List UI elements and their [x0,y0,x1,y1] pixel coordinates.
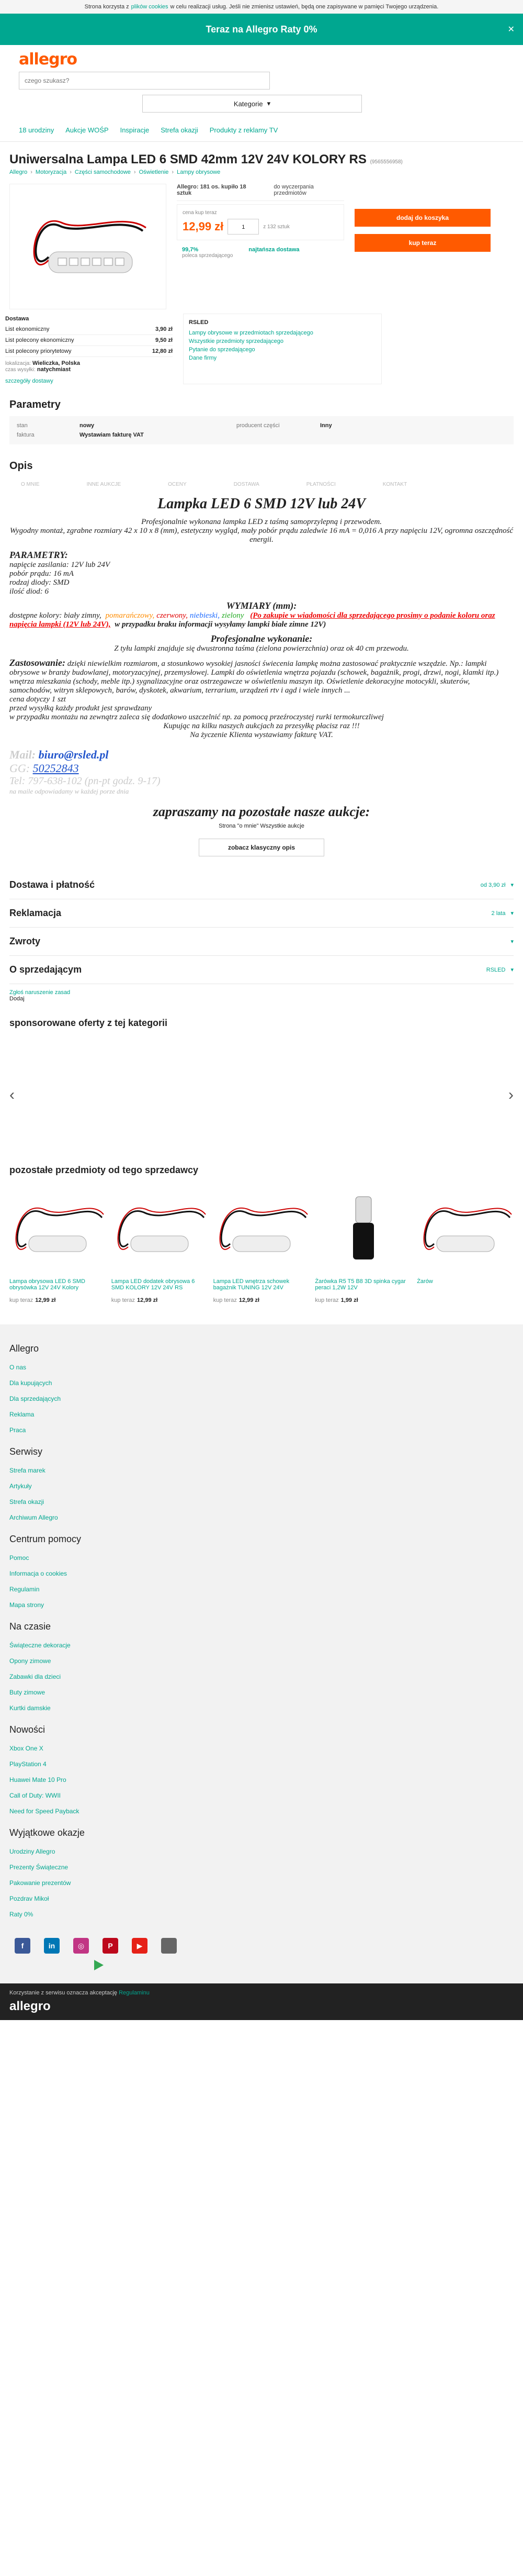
buy-actions [355,184,491,309]
breadcrumb-separator: › [172,169,174,175]
accordion-row[interactable] [9,871,514,899]
footer-link[interactable]: Huawei Mate 10 Pro [9,1776,66,1783]
other-item-price: 12,99 zł [35,1297,56,1303]
shop-links[interactable]: Strona "o mnie" Wszystkie aukcje [219,823,304,829]
accordion-row[interactable] [9,899,514,928]
other-item-price-row [417,1297,514,1303]
other-item-card[interactable] [9,1181,106,1303]
other-item-card[interactable] [111,1181,208,1303]
seller-link[interactable]: Pytanie do sprzedającego [189,347,255,353]
description [0,487,523,871]
footer-link[interactable]: Dla kupujących [9,1379,52,1387]
product-image[interactable] [9,184,166,309]
cookie-bar [0,0,523,14]
delivery-details-link[interactable]: szczegóły dostawy [5,378,53,384]
other-item-price-label: kup teraz [111,1297,135,1303]
delivery-section [0,309,523,388]
other-item-price: 12,99 zł [137,1297,158,1303]
cookie-link[interactable]: plików cookies [131,4,168,10]
nav-link[interactable]: Aukcje WOŚP [65,126,109,134]
answer-note: na maile odpowiadamy w każdej porze dnia [9,787,129,795]
description-tab[interactable]: INNE AUKCJE [86,482,121,487]
color-option: pomarańczowy, [105,611,155,620]
other-item-price: 1,99 zł [340,1297,358,1303]
add-to-cart-button[interactable]: dodaj do koszyka [355,209,491,227]
social-icons [9,1922,514,1959]
accordion-meta [492,910,514,917]
description-param: napięcie zasilania: 12V lub 24V [9,561,110,569]
color-note: (Po zakupie w wiadomości dla sprzedającego prosimy o podanie koloru oraz napięcia lampki (12V lub 24V), [9,611,495,629]
sold-info: Allegro: 181 os. kupiło 18 sztuk [177,184,246,196]
bottom-text: Korzystanie z serwisu oznacza akceptację [9,1990,118,1996]
delivery-name: List polecony ekonomiczny [5,337,74,343]
top-navigation [0,119,523,142]
params-head: PARAMETRY: [9,550,68,560]
other-item-image[interactable] [111,1181,208,1275]
footer-link[interactable]: Strefa marek [9,1467,46,1474]
footer-link[interactable]: Pozdrav Mikoł [9,1895,49,1902]
footer-group-title: Serwisy [9,1446,43,1457]
report-link[interactable]: Zgłoś naruszenie zasad [9,989,71,996]
other-item-title[interactable]: Żarów [417,1278,433,1285]
search-input[interactable] [19,72,270,90]
accordion-label: Zwroty [9,936,41,946]
description-param: pobór prądu: 16 mA [9,570,74,578]
delivery-name: List polecony priorytetowy [5,348,72,354]
parameter-value: nowy [79,422,95,429]
delivery-price: 3,90 zł [155,326,173,332]
accordion-label: Dostawa i płatność [9,879,95,890]
footer-group-title: Wyjątkowe okazje [9,1827,85,1838]
dims-head: WYMIARY (mm): [226,600,297,611]
vat-line: Na życzenie Klienta wystawiamy fakturę VAT. [190,731,333,739]
delivery-price: 9,50 zł [155,337,173,343]
shipping-time: natychmiast [37,366,71,373]
chevron-down-icon: ▾ [267,99,271,107]
linkedin-icon[interactable]: in [44,1938,60,1954]
product-info [177,184,344,309]
parameter-value: Wystawiam fakturę VAT [79,432,144,438]
other-item-title[interactable]: Lampa LED dodatek obrysowa 6 SMD KOLORY 12V 24V RS [111,1278,195,1291]
seller-rating: 99,7% [182,247,199,253]
nav-link[interactable]: 18 urodziny [19,126,54,134]
shipping-line: przed wysyłką każdy produkt jest sprawdzany [9,704,152,712]
footer [0,1324,523,1983]
footer-group-title: Allegro [9,1343,39,1354]
close-icon[interactable]: ✕ [507,25,515,34]
breadcrumb-item[interactable]: Motoryzacja [35,169,67,175]
parameters-table [9,416,514,444]
other-item-title[interactable]: Lampa obrysowa LED 6 SMD obrysówka 12V 24V Kolory [9,1278,85,1291]
breadcrumb-separator: › [133,169,136,175]
delivery-name: List ekonomiczny [5,326,50,332]
other-item-image[interactable] [9,1181,106,1275]
breadcrumb-item[interactable]: Oświetlenie [139,169,169,175]
other-items [0,1181,523,1303]
seller-link[interactable]: Wszystkie przedmioty sprzedającego [189,338,283,344]
accordion-label: O sprzedającym [9,964,82,975]
other-item-card[interactable] [315,1181,412,1303]
footer-link[interactable]: Urodziny Allegro [9,1848,55,1855]
accordion [9,871,514,984]
chevron-right-icon[interactable]: › [508,1086,514,1103]
description-p2: Wygodny montaż, zgrabne rozmiary 42 x 10 x 8 (mm), estetyczny wygląd, mały pobór prądu zaledwie 16 mA = 0,016 A przy napięciu 12V, ogromna oszczędność energii. [9,527,514,544]
footer-link[interactable]: Kurtki damskie [9,1704,51,1712]
parameter-key: stan [17,422,28,429]
delivery-price: 12,80 zł [152,348,173,354]
colors-prefix: dostępne kolory: biały zimny, [9,611,101,620]
description-p1: Profesjonalnie wykonana lampka LED z taśmą samoprzylepną i przewodem. [141,518,382,526]
chevron-down-icon: ▾ [510,967,514,973]
add-link[interactable]: Dodaj [9,996,25,1002]
other-item-image[interactable] [315,1181,412,1275]
footer-link[interactable]: Raty 0% [9,1911,33,1918]
pro-text: Z tyłu lampki znajduje się dwustronna taśma (zielona powierzchnia) oraz ok 40 cm przewodu. [114,644,409,653]
parameter-key: faktura [17,432,35,438]
footer-link[interactable]: Strefa okazji [9,1498,44,1506]
sponsored-carousel [9,1034,514,1154]
chevron-left-icon[interactable]: ‹ [9,1086,15,1103]
quantity-input[interactable]: 1 [228,219,259,235]
gg-label: GG: [9,762,30,775]
others-title: pozostałe przedmioty od tego sprzedawcy [9,1165,199,1175]
email-link[interactable]: biuro@rsled.pl [38,748,109,761]
location: Wieliczka, Polska [32,360,80,366]
color-option: niebieski, [189,611,220,620]
accordion-meta [505,938,514,945]
other-item-price: 12,99 zł [238,1297,259,1303]
classic-description-button[interactable]: zobacz klasyczny opis [199,839,324,856]
footer-link[interactable]: Informacja o cookies [9,1570,67,1577]
description-tab[interactable]: OCENY [168,482,187,487]
shipping-time-label: czas wysyłki: [5,367,36,373]
seller-name[interactable]: RSLED [189,319,209,326]
price-label: cena kup teraz [183,210,217,216]
purchase-line: Kupując na kilku naszych aukcjach za przesyłkę płacisz raz !!! [163,722,360,730]
other-item-price-row [9,1297,106,1303]
description-param: ilość diod: 6 [9,587,49,596]
buy-now-button[interactable]: kup teraz [355,234,491,252]
breadcrumb-item[interactable]: Allegro [9,169,28,175]
footer-link[interactable]: Świąteczne dekoracje [9,1642,71,1649]
usage-text: dzięki niewielkim rozmiarom, a stosunkowo wysokiej jasności świecenia lampkę można zastosować praktycznie wszędzie. Np.: lampki obrysowe w branży budowlanej, motoryzacyjnej, przemysłowej. Lampki do oświetlenia wnętrza pojazdu (schowek, bagażnik, progi, drzwi, nogi, klamki itp.) wnętrza mieszkania (schody, meble itp.) sygnalizacyjne oraz ostrzegawcze w oświetleniu maszyn itp. Oświetlenie dekoracyjne motocykli, skuterów, samochodów, witryn sklepowych, barów, dyskotek, akwarium, terrarium, urządzeń rtv i agd i wiele innych ... [9,660,499,695]
footer-link[interactable]: Opony zimowe [9,1657,51,1665]
breadcrumb-separator: › [30,169,32,175]
colors-line [9,611,514,629]
other-item-title[interactable]: Lampa LED wnętrza schowek bagażnik TUNING 12V 24V [213,1278,290,1291]
seller-link[interactable]: Dane firmy [189,355,217,361]
chevron-down-icon: ▾ [510,910,514,917]
footer-link[interactable]: Buty zimowe [9,1689,46,1696]
delivery-table [5,314,173,384]
description-tab[interactable]: KONTAKT [382,482,407,487]
mount-line: w przypadku montażu na zewnątrz zaleca się dodatkowo uszczelnić np. za pomocą przeźroczystej rurki termokurczliwej [9,713,384,721]
description-title: Opis [9,460,33,472]
accordion-row[interactable] [9,956,514,984]
mail-label: Mail: [9,748,36,761]
footer-link[interactable]: Prezenty Świąteczne [9,1864,69,1871]
invite-text: zapraszamy na pozostałe nasze aukcje: [153,804,370,819]
seller-link[interactable]: Lampy obrysowe w przedmiotach sprzedającego [189,330,313,336]
delivery-row [5,335,173,346]
promo-bar[interactable] [0,14,523,45]
footer-link[interactable]: O nas [9,1364,27,1371]
accordion-meta-text: 2 lata [491,910,506,917]
footer-link[interactable]: Zabawki dla dzieci [9,1673,61,1680]
product-title-text: Uniwersalna Lampa LED 6 SMD 42mm 12V 24V KOLORY RS [9,152,367,166]
regulations-link[interactable]: Regulaminu [119,1990,150,1996]
other-item-image[interactable] [213,1181,310,1275]
chevron-down-icon: ▾ [510,939,514,945]
facebook-icon[interactable]: f [15,1938,30,1954]
product-ref: (9565556958) [370,159,403,165]
youtube-icon[interactable]: ▶ [132,1938,147,1954]
nav-link[interactable]: Produkty z reklamy TV [209,126,278,134]
description-tabs [0,482,523,487]
footer-link[interactable]: Pomoc [9,1554,29,1562]
other-item-price-label: kup teraz [213,1297,237,1303]
description-headline: Lampka LED 6 SMD 12V lub 24V [157,496,366,512]
chevron-down-icon: ▾ [510,882,514,888]
report-links [0,984,523,1007]
header [0,45,523,113]
play-store-icon[interactable] [9,1959,514,1973]
delivery-row [5,324,173,335]
breadcrumb-separator: › [70,169,72,175]
color-note-after: w przypadku braku informacji wysyłamy lampki białe zimne 12V) [115,620,326,629]
footer-link[interactable]: Call of Duty: WWII [9,1792,61,1799]
cookie-text-2: w celu realizacji usług. Jeśli nie zmienisz ustawień, będą one zapisywane w pamięci Twojego urządzenia. [170,4,439,10]
price-line: cena dotyczy 1 szt [9,695,66,704]
footer-group-title: Centrum pomocy [9,1534,82,1544]
color-option: czerwony, [156,611,188,620]
footer-group-title: Na czasie [9,1621,51,1632]
quantity-available: z 132 sztuk [263,224,290,230]
other-item-price-row [213,1297,310,1303]
parameters-title: Parametry [9,399,61,410]
nav-link[interactable]: Inspiracje [120,126,150,134]
other-item-price-row [315,1297,412,1303]
other-item-image[interactable] [417,1181,514,1275]
other-item-card[interactable] [213,1181,310,1303]
other-item-price-label: kup teraz [9,1297,33,1303]
pinterest-icon[interactable]: P [103,1938,118,1954]
accordion-meta [486,966,514,973]
price-box [177,204,344,240]
footer-link[interactable]: Regulamin [9,1586,40,1593]
footer-link[interactable]: Pakowanie prezentów [9,1879,71,1887]
parameter-key: producent części [236,422,280,429]
other-item-price-label: kup teraz [315,1297,339,1303]
description-tab[interactable]: PŁATNOŚCI [306,482,336,487]
stock-note: do wyczerpania przedmiotów [274,184,314,196]
gg-link[interactable]: 50252843 [32,762,79,775]
instagram-icon[interactable]: ◎ [73,1938,89,1954]
phone: Tel: 797-638-102 (pn-pt godz. 9-17) [9,775,161,787]
description-tab[interactable]: O MNIE [21,482,40,487]
delivery-row [5,346,173,357]
categories-select[interactable] [142,95,362,113]
pro-head: Profesjonalne wykonanie: [210,633,313,644]
footer-link[interactable]: Artykuły [9,1482,32,1490]
footer-group-title: Nowości [9,1724,46,1735]
accordion-row[interactable] [9,928,514,956]
usage-head: Zastosowanie: [9,657,66,668]
accordion-label: Reklamacja [9,908,62,918]
description-param: rodzaj diody: SMD [9,578,70,587]
parameter-value: Inny [320,422,332,429]
other-item-price-row [111,1297,208,1303]
delivery-title: Dostawa [5,316,29,322]
footer-link[interactable]: Mapa strony [9,1601,44,1609]
footer-link[interactable]: Xbox One X [9,1745,43,1752]
allegro-logo-footer[interactable]: allegro [9,1999,51,2013]
breadcrumb [0,169,523,175]
product-title [0,142,523,169]
accordion-meta-text: RSLED [486,966,506,973]
footer-link[interactable]: PlayStation 4 [9,1760,47,1768]
breadcrumb-item[interactable]: Lampy obrysowe [177,169,221,175]
apple-icon[interactable] [161,1938,177,1954]
breadcrumb-item[interactable]: Części samochodowe [74,169,131,175]
sponsored-title: sponsorowane oferty z tej kategorii [9,1018,168,1028]
description-tab[interactable]: DOSTAWA [233,482,259,487]
footer-link[interactable]: Dla sprzedających [9,1395,61,1402]
other-item-title[interactable]: Żarówka R5 T5 B8 3D spinka cygar peraci 1,2W 12V [315,1278,406,1291]
color-option: zielony [221,611,244,620]
footer-link[interactable]: Need for Speed Payback [9,1808,79,1815]
cheapest-delivery[interactable]: najtańsza dostawa [248,247,300,253]
allegro-logo[interactable]: allegro [19,50,77,69]
product-area [0,175,523,309]
accordion-meta [481,882,514,888]
other-item-card[interactable] [417,1181,514,1303]
footer-link[interactable]: Archiwum Allegro [9,1514,58,1521]
cookie-text: Strona korzysta z [84,4,129,10]
price: 12,99 zł [183,220,224,233]
bottom-bar [0,1983,523,2020]
seller-box [183,314,382,384]
footer-link[interactable]: Praca [9,1426,26,1434]
categories-label: Kategorie [233,99,263,108]
location-label: lokalizacja: [5,361,31,366]
accordion-meta-text: od 3,90 zł [480,882,506,888]
footer-link[interactable]: Reklama [9,1411,35,1418]
promo-label: Teraz na Allegro Raty 0% [206,24,317,35]
seller-rating-label: poleca sprzedającego [182,253,233,259]
nav-link[interactable]: Strefa okazji [161,126,198,134]
